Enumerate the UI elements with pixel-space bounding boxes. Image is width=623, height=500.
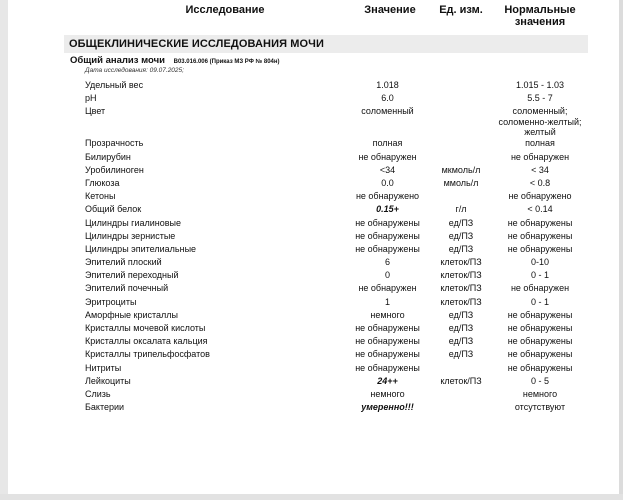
table-row <box>0 269 623 282</box>
row-value: не обнаружен <box>358 283 417 294</box>
section-title: ОБЩЕКЛИНИЧЕСКИЕ ИССЛЕДОВАНИЯ МОЧИ <box>69 38 324 50</box>
row-value: 0 <box>384 270 390 281</box>
row-unit: ед/ПЗ <box>448 309 474 320</box>
table-row <box>0 335 623 348</box>
row-value: не обнаружены <box>355 217 420 228</box>
row-norm: полная <box>525 138 555 149</box>
row-unit: ед/ПЗ <box>448 323 474 333</box>
row-unit: клеток/ПЗ <box>440 270 482 281</box>
row-norm: 0-10 <box>530 257 549 268</box>
table-row <box>0 348 623 361</box>
row-unit: клеток/ПЗ <box>440 257 482 268</box>
row-norm: не обнаружен <box>510 283 570 294</box>
analysis-name: Общий анализ мочи <box>70 55 165 66</box>
table-row <box>0 362 623 375</box>
table-row <box>0 401 623 414</box>
row-value: 0.15+ <box>376 204 399 215</box>
row-unit: ед/ПЗ <box>448 230 474 241</box>
row-value: 24++ <box>377 375 398 386</box>
row-unit: ед/ПЗ <box>448 217 474 228</box>
row-name: Билирубин <box>85 151 131 162</box>
table-row <box>0 256 623 269</box>
row-name: Кристаллы трипельфосфатов <box>85 349 210 360</box>
row-value: не обнаружено <box>355 191 420 202</box>
row-norm: соломенный; соломенно-желтый; желтый <box>498 106 582 138</box>
results-table <box>0 79 623 414</box>
row-unit: ммоль/л <box>443 177 479 188</box>
row-unit: г/л <box>455 204 467 215</box>
header-unit: Ед. изм. <box>439 4 483 16</box>
row-norm: не обнаружены <box>507 309 573 320</box>
row-name: Нитриты <box>85 362 122 373</box>
table-row <box>0 309 623 322</box>
scan-border-bottom <box>0 494 623 500</box>
table-row <box>0 137 623 150</box>
table-row <box>0 296 623 309</box>
row-norm: < 0.14 <box>527 204 553 215</box>
table-row <box>0 322 623 335</box>
row-norm: отсутствуют <box>514 402 566 413</box>
row-norm: не обнаружены <box>507 362 573 373</box>
row-name: Уробилиноген <box>85 164 144 175</box>
header-value: Значение <box>364 4 416 16</box>
row-norm: < 0.8 <box>529 177 551 188</box>
row-value: <34 <box>379 164 396 175</box>
row-norm: 5.5 - 7 <box>527 93 553 104</box>
header-norm <box>495 4 585 28</box>
table-row <box>0 79 623 92</box>
table-row <box>0 243 623 256</box>
row-name: Кетоны <box>85 191 116 202</box>
row-value: соломенный <box>361 106 414 117</box>
row-unit: клеток/ПЗ <box>440 296 482 307</box>
row-norm: < 34 <box>531 164 549 175</box>
row-value: не обнаружен <box>358 151 417 162</box>
row-norm: не обнаружены <box>507 349 573 360</box>
row-name: Слизь <box>85 388 111 399</box>
row-value: немного <box>370 309 405 320</box>
row-name: Кристаллы оксалата кальция <box>85 336 208 347</box>
row-value: 1.018 <box>376 80 399 90</box>
row-norm: не обнаружены <box>507 230 573 241</box>
row-name: Цилиндры гиалиновые <box>85 217 181 228</box>
analysis-date: Дата исследования: 09.07.2025; <box>85 67 184 74</box>
row-value: полная <box>372 138 403 149</box>
row-norm: 0 - 5 <box>530 375 549 386</box>
row-name: Удельный вес <box>85 80 144 90</box>
row-unit: клеток/ПЗ <box>440 283 482 294</box>
row-value: не обнаружены <box>355 336 420 347</box>
row-norm: 0 - 1 <box>530 296 549 307</box>
row-value: 1 <box>384 296 390 307</box>
row-name: Лейкоциты <box>85 375 131 386</box>
header-study: Исследование <box>185 4 265 16</box>
row-value: не обнаружены <box>355 230 420 241</box>
row-value: не обнаружены <box>355 323 420 333</box>
row-norm: не обнаружены <box>507 217 573 228</box>
row-name: Глюкоза <box>85 177 120 188</box>
row-name: Кристаллы мочевой кислоты <box>85 323 206 333</box>
row-name: Цвет <box>85 106 106 117</box>
table-row <box>0 177 623 190</box>
row-norm: не обнаружены <box>507 323 573 333</box>
header-norm-line1: Нормальные <box>504 4 576 16</box>
table-row <box>0 388 623 401</box>
row-unit: ед/ПЗ <box>448 336 474 347</box>
row-value: не обнаружены <box>355 362 420 373</box>
row-norm: 1.015 - 1.03 <box>515 80 565 90</box>
row-unit: мкмоль/л <box>441 164 481 175</box>
row-norm: не обнаружен <box>510 151 570 162</box>
analysis-code: B03.016.006 (Приказ МЗ РФ № 804н) <box>173 59 280 65</box>
table-row <box>0 217 623 230</box>
row-name: Цилиндры эпителиальные <box>85 243 197 254</box>
table-row <box>0 203 623 216</box>
row-value: немного <box>370 388 405 399</box>
row-value: 0.0 <box>381 177 394 188</box>
row-value: 6.0 <box>381 93 394 104</box>
row-unit: ед/ПЗ <box>448 243 474 254</box>
row-value: умеренно!!! <box>361 402 414 413</box>
row-norm: немного <box>522 388 558 399</box>
row-norm: не обнаружено <box>508 191 572 202</box>
table-row <box>0 151 623 164</box>
row-name: Аморфные кристаллы <box>85 309 179 320</box>
row-value: не обнаружены <box>355 243 420 254</box>
section-header <box>64 35 588 53</box>
table-row <box>0 375 623 388</box>
row-name: Эпителий плоский <box>85 257 162 268</box>
row-name: pH <box>85 93 97 104</box>
row-norm: не обнаружены <box>507 243 573 254</box>
table-row <box>0 164 623 177</box>
row-name: Эпителий почечный <box>85 283 169 294</box>
table-row <box>0 230 623 243</box>
row-unit: клеток/ПЗ <box>440 375 482 386</box>
table-row <box>0 92 623 105</box>
header-norm-line2: значения <box>514 16 566 28</box>
row-name: Цилиндры зернистые <box>85 230 176 241</box>
analysis-title <box>70 55 280 66</box>
row-name: Эритроциты <box>85 296 137 307</box>
row-name: Прозрачность <box>85 138 144 149</box>
row-value: не обнаружены <box>355 349 420 360</box>
table-row <box>0 105 623 137</box>
row-name: Бактерии <box>85 402 125 413</box>
row-unit: ед/ПЗ <box>448 349 474 360</box>
table-row <box>0 282 623 295</box>
row-name: Общий белок <box>85 204 142 215</box>
row-value: 6 <box>384 257 390 268</box>
row-norm: 0 - 1 <box>530 270 549 281</box>
row-name: Эпителий переходный <box>85 270 179 281</box>
row-norm: не обнаружены <box>507 336 573 347</box>
table-row <box>0 190 623 203</box>
